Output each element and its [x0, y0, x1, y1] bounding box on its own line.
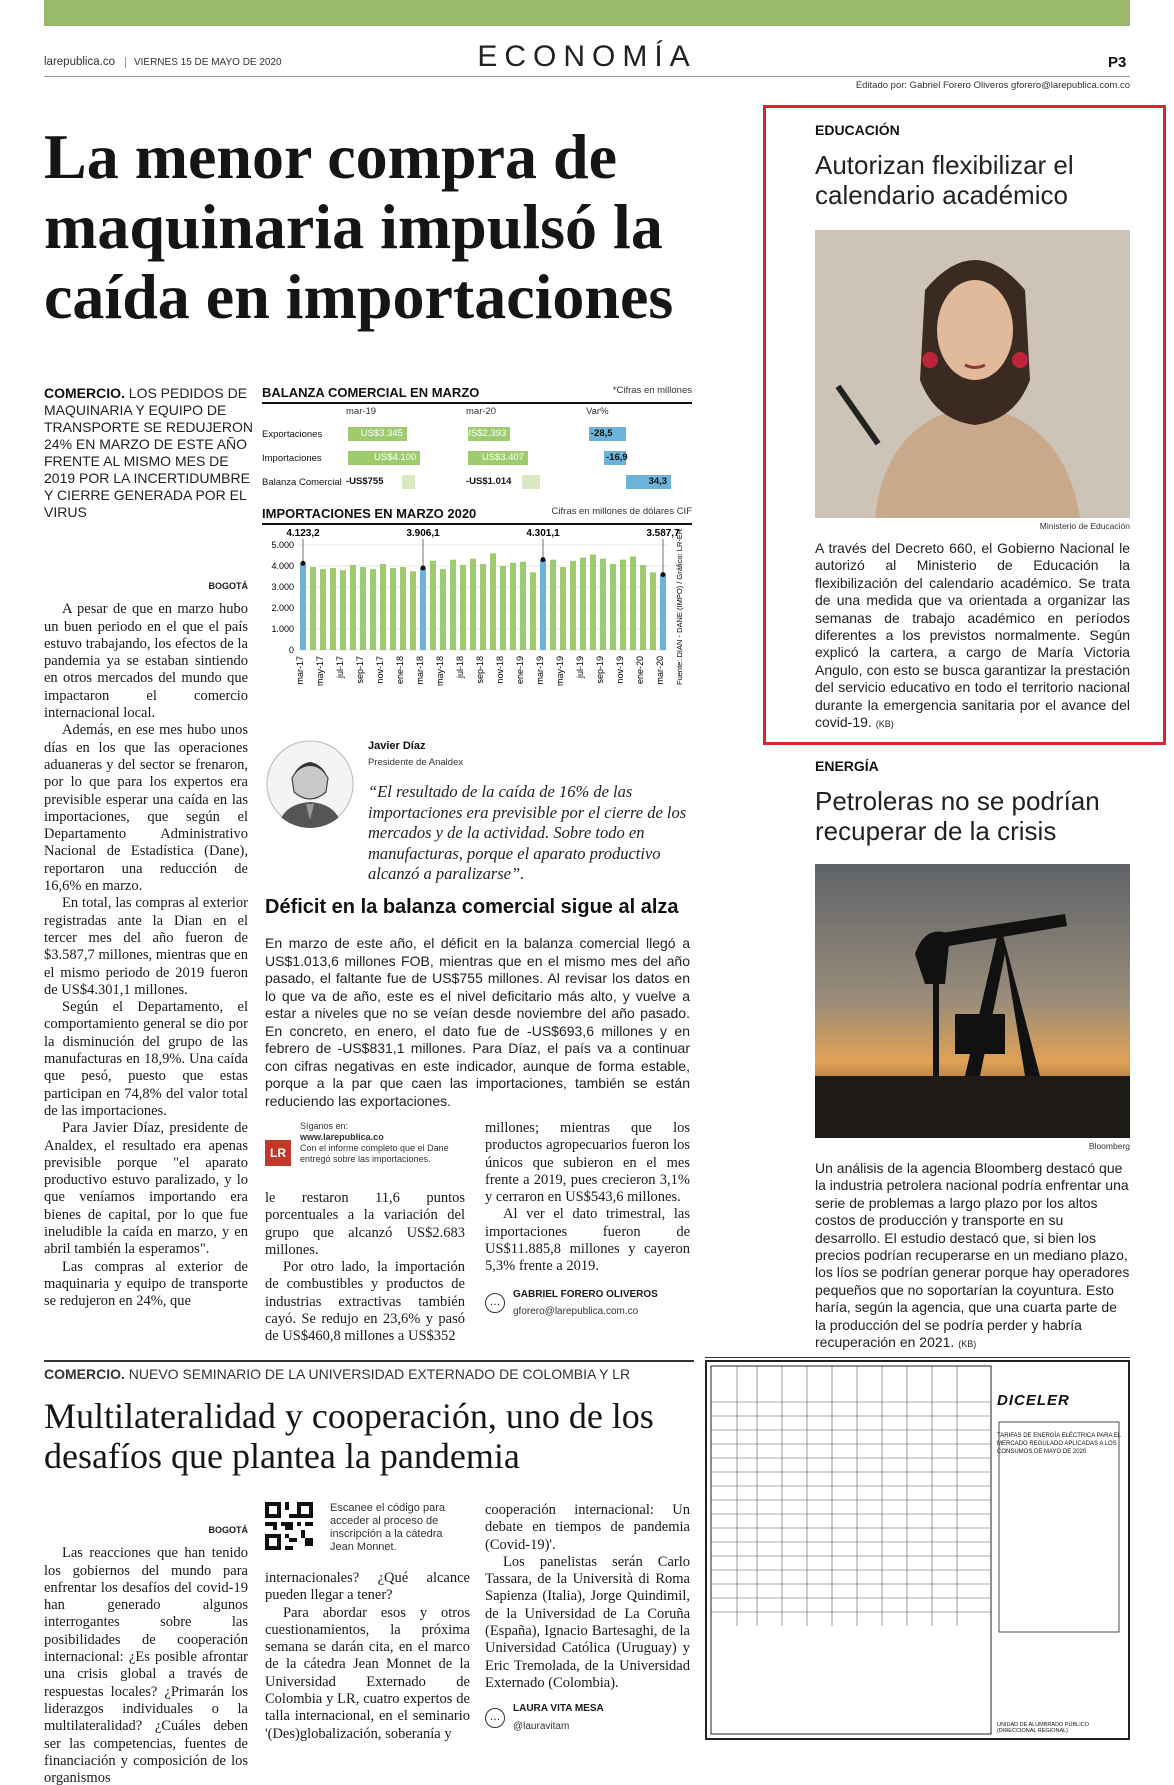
- balance-value: US$3.407: [481, 452, 525, 463]
- table-title: BALANZA COMERCIAL EN MARZO: [262, 385, 480, 400]
- x-tick-label: mar-19: [535, 656, 545, 685]
- paragraph: Las reacciones que han tenido los gobiernos del mundo para enfrentar los desafíos del covid-19 han generado algunos interrogantes sobre las posibilidades de cooperación internacional: ¿Es posible afrontar una crisis global a través de respuestas locales? ¿Primarán los liderazgos individuales o la multilateralidad? ¿Cuáles deben ser las competencias, fuentes de financiación y composición de los organismos: [44, 1545, 248, 1785]
- y-tick-label: 4.000: [271, 561, 294, 571]
- bar: [300, 563, 306, 650]
- paragraph: Según el Departamento, el comportamiento general se dio por la disminución del grupo de las manufacturas en 18,9%. Una caída que pesó, puesto que estas participan en 74,8% del valor total de las importaciones.: [44, 999, 248, 1119]
- education-headline: Autorizan flexibilizar el calendario académico: [815, 150, 1074, 210]
- balance-bar: [522, 475, 540, 489]
- bar: [360, 567, 366, 650]
- education-body: [815, 540, 1130, 733]
- education-text: A través del Decreto 660, el Gobierno Nacional le autorizó al Ministerio de Educación la flexibilización del calendario académico. Se trata de una medida que va orientada a organizar las semanas de trabajo académico en períodos diferentes a los previstos normalmente. Según explicó la cartera, a cargo de María Victoria Angulo, con esto se busca garantizar la prestación del servicio educativo en todo el territorio nacional durante la emergencia sanitaria por el avance del covid-19.: [815, 540, 1130, 731]
- chart-source: Fuente: DIAN - DANE (IMPO) / Gráfico: LR-ER: [675, 528, 684, 685]
- y-tick-label: 2.000: [271, 603, 294, 613]
- sidebar-headline: Déficit en la balanza comercial sigue al alza: [265, 896, 679, 918]
- bar: [370, 569, 376, 650]
- imports-bar-chart: [262, 525, 692, 705]
- bottom-kicker: [44, 1366, 694, 1382]
- bar: [400, 567, 406, 650]
- education-kicker: EDUCACIÓN: [815, 122, 900, 138]
- paragraph: Para abordar esos y otros cuestionamientos, la próxima semana se darán cita, en el marco de la cátedra Jean Monnet de la Universidad Externado de Colombia y LR, cuatro expertos de talla internacional, en el seminario '(Des)globalización, soberanía y: [265, 1604, 470, 1742]
- minister-photo-icon: [815, 230, 1130, 518]
- data-label: 3.587,7: [646, 528, 680, 539]
- follow-text: Con el informe completo que el Dane entregó sobre las importaciones.: [300, 1143, 449, 1164]
- paragraph: Al ver el dato trimestral, las importaciones fueron de US$11.885,8 millones y cayeron 5,3% frente a 2019.: [485, 1206, 690, 1275]
- quote-role: Presidente de Analdex: [368, 757, 464, 768]
- bar: [330, 568, 336, 650]
- bar: [660, 575, 666, 650]
- main-headline: La menor compra de maquinaria impulsó la caída en importaciones: [44, 121, 674, 332]
- x-tick-label: sep-18: [475, 656, 485, 684]
- x-tick-label: may-17: [315, 656, 325, 687]
- kicker-label: COMERCIO.: [44, 385, 125, 401]
- ad-brand: DICELER: [997, 1392, 1070, 1409]
- tariff-table-graphic: [707, 1362, 1128, 1738]
- portrait-icon: [266, 740, 354, 828]
- bar: [570, 561, 576, 650]
- energy-headline: Petroleras no se podrían recuperar de la crisis: [815, 786, 1100, 846]
- bar: [390, 568, 396, 650]
- bar: [340, 570, 346, 650]
- bottom-column-1: [44, 1522, 248, 1785]
- bar-group: [300, 553, 666, 650]
- bottom-kicker-label: COMERCIO.: [44, 1366, 125, 1382]
- qr-caption: Escanee el código para acceder al proceso de inscripción a la cátedra Jean Monnet.: [330, 1502, 445, 1553]
- x-tick-label: mar-17: [295, 656, 305, 685]
- sidebar-text: En marzo de este año, el déficit en la balanza comercial llegó a US$1.013,6 millones FOB, mientras que en el mismo mes del año pasado, el faltante fue de US$755 millones. Al revisar los datos en lo que va de año, este es el nivel deficitario más alto, y vuelve a estar a niveles que no se veían desde noviembre del año pasado. En concreto, en enero, el dato fue de -US$693,6 millones y en febrero de -US$831,1 millones. Para Díaz, el país va a continuar con cifras negativas en este indicador, aunque de forma estable, porque a la par que caen las importaciones, también se están reduciendo las exportaciones.: [265, 935, 690, 1109]
- issue-date: VIERNES 15 DE MAYO DE 2020: [125, 57, 282, 68]
- bar: [440, 569, 446, 650]
- energy-tag: (KB): [958, 1339, 977, 1350]
- main-column-3: [485, 1120, 690, 1320]
- bar: [460, 565, 466, 650]
- y-tick-label: 3.000: [271, 582, 294, 592]
- bar: [650, 572, 656, 650]
- bar: [470, 559, 476, 650]
- quote-name: Javier Díaz: [368, 740, 426, 752]
- balance-value: US$2.393: [464, 428, 507, 439]
- paragraph: A pesar de que en marzo hubo un buen periodo en el que el país estuvo trabajando, los efectos de la pandemia ya se estaban sintiendo en otros mercados del mundo que impactaron el comercio internacional local.: [44, 601, 248, 722]
- x-tick-label: may-18: [435, 656, 445, 687]
- energy-text: Un análisis de la agencia Bloomberg destacó que la industria petrolera nacional podría enfrentar una serie de problemas a largo plazo por los altos costos de producción y transporte en su desarrollo. El estudio destacó que, si bien los precios podrían recuperarse en un mediano plazo, los líos se podrían generar porque hay operadores pequeños que no soportarían la coyuntura. Esto haría, según la agencia, que una cuarta parte de la producción del se podría perder y habría recuperación en 2021.: [815, 1160, 1130, 1351]
- x-tick-label: jul-18: [455, 656, 465, 679]
- variation-value: 34,3: [648, 476, 668, 487]
- avatar: [266, 740, 354, 828]
- variation-value: -16,9: [606, 452, 628, 463]
- page-number: P3: [1108, 54, 1127, 71]
- balance-table: [262, 422, 692, 494]
- ad-title: TARIFAS DE ENERGÍA ELÉCTRICA PARA EL MERCADO REGULADO APLICADAS A LOS CONSUMOS DE MAYO DE 2020: [997, 1433, 1121, 1455]
- data-label: 3.906,1: [406, 528, 440, 539]
- y-tick-label: 1.000: [271, 624, 294, 634]
- x-tick-label: sep-19: [595, 656, 605, 684]
- balance-value: US$3.345: [360, 428, 403, 439]
- top-color-bar: [44, 0, 1130, 26]
- paragraph: Los panelistas serán Carlo Tassara, de la Università di Roma Sapienza (Italia), Jorge Quindimil, de la Universidad de La Coruña (España), Ignacio Bartesaghi, de la Universidad Católica (Uruguay) y Eric Tremolada, de la Universidad Externado (Colombia).: [485, 1553, 690, 1691]
- bar: [430, 561, 436, 650]
- energy-body: [815, 1160, 1130, 1353]
- site-name[interactable]: larepublica.co: [44, 56, 115, 68]
- main-column-1: [44, 578, 248, 1310]
- bar: [480, 564, 486, 650]
- oil-pump-icon: [815, 864, 1130, 1138]
- paragraph: millones; mientras que los productos agropecuarios fueron los únicos que subieron en el mes frente a 2019, pues crecieron 3,1% y cerraron en US$543,6 millones.: [485, 1120, 690, 1206]
- bottom-column-2: [265, 1570, 470, 1743]
- bar: [350, 565, 356, 650]
- city-label: BOGOTÁ: [208, 1525, 248, 1535]
- bar: [620, 560, 626, 650]
- bar: [590, 555, 596, 651]
- balance-bar: [402, 475, 415, 489]
- ad-rule: [705, 1357, 1130, 1358]
- bar: [560, 567, 566, 650]
- bar: [580, 558, 586, 650]
- lr-logo: LR: [265, 1140, 291, 1166]
- city-label: BOGOTÁ: [208, 581, 248, 591]
- x-tick-label: ene-18: [395, 656, 405, 685]
- x-tick-label: jul-19: [575, 656, 585, 679]
- y-tick-label: 5.000: [271, 540, 294, 550]
- paragraph: Por otro lado, la importación de combustibles y productos de industrias extractivas también cayó. Se redujo en 23,6% y pasó de US$460,8 millones a US$352: [265, 1259, 465, 1345]
- kicker-text: LOS PEDIDOS DE MAQUINARIA Y EQUIPO DE TRANSPORTE SE REDUJERON 24% EN MARZO DE ESTE AÑO FRENTE AL MISMO MES DE 2019 POR LA INCERTIDUMBRE Y CIERRE GENERADA POR EL VIRUS: [44, 385, 253, 520]
- bar: [540, 560, 546, 650]
- x-tick-label: mar-18: [415, 656, 425, 685]
- paragraph: En total, las compras al exterior registradas ante la Dian en el tercer mes del año fueron de $3.587,7 millones, mientras que en el mismo periodo de 2019 fueron de US$4.301,1 millones.: [44, 895, 248, 998]
- balance-value: US$4.100: [374, 452, 417, 463]
- bar: [410, 571, 416, 650]
- data-label: 4.123,2: [286, 528, 320, 539]
- energy-photo-credit: Bloomberg: [1088, 1141, 1130, 1151]
- follow-box: [300, 1121, 460, 1165]
- paragraph: internacionales? ¿Qué alcance pueden llegar a tener?: [265, 1570, 470, 1604]
- data-label: 4.301,1: [526, 528, 560, 539]
- x-tick-label: mar-20: [655, 656, 665, 685]
- bar: [500, 566, 506, 650]
- bar: [600, 559, 606, 650]
- x-tick-label: nov-19: [615, 656, 625, 684]
- row-label: Importaciones: [262, 452, 322, 464]
- bar: [530, 572, 536, 650]
- main-kicker: [44, 385, 254, 521]
- variation-value: -28,5: [590, 428, 613, 439]
- x-tick-label: jul-17: [335, 656, 345, 679]
- follow-label: Síganos en:: [300, 1121, 349, 1131]
- col-head: mar-20: [466, 406, 497, 417]
- chat-icon: …: [485, 1708, 505, 1728]
- author-name: GABRIEL FORERO OLIVEROS: [513, 1288, 658, 1300]
- energy-kicker: ENERGÍA: [815, 758, 879, 774]
- bottom-headline: Multilateralidad y cooperación, uno de los desafíos que plantea la pandemia: [44, 1396, 654, 1476]
- bottom-kicker-text: NUEVO SEMINARIO DE LA UNIVERSIDAD EXTERNADO DE COLOMBIA Y LR: [128, 1366, 631, 1382]
- author-signature: [485, 1286, 690, 1321]
- education-photo: [815, 230, 1130, 518]
- education-tag: (KB): [875, 719, 894, 730]
- section-title: ECONOMÍA: [477, 40, 697, 73]
- chart-area: [262, 385, 692, 735]
- bar: [420, 568, 426, 650]
- table-note: *Cifras en millones: [612, 385, 692, 396]
- bar: [630, 557, 636, 651]
- author-email[interactable]: gforero@larepublica.com.co: [513, 1305, 639, 1317]
- bar: [320, 569, 326, 650]
- x-tick-label: may-19: [555, 656, 565, 687]
- x-tick-label: ene-19: [515, 656, 525, 685]
- bar: [510, 563, 516, 650]
- bar: [640, 565, 646, 650]
- author-handle[interactable]: @lauravitam: [513, 1720, 570, 1732]
- x-tick-label: ene-20: [635, 656, 645, 685]
- chat-icon: …: [485, 1293, 505, 1313]
- paragraph: Las compras al exterior de maquinaria y equipo de transporte se redujeron en 24%, que: [44, 1258, 248, 1310]
- bar: [450, 560, 456, 650]
- balance-row: [262, 422, 692, 446]
- col-head: mar-19: [346, 406, 377, 417]
- bottom-rule: [44, 1360, 694, 1362]
- bar: [610, 564, 616, 650]
- paragraph: Para Javier Díaz, presidente de Analdex, el resultado era apenas previsible porque "el aparato productivo estuvo paralizado, y lo que veníamos importando era bienes de capital, por lo que fue ineludible la caída en marzo, y en abril también la esperamos".: [44, 1120, 248, 1258]
- table-head: [262, 406, 692, 422]
- paragraph: cooperación internacional: Un debate en tiempos de pandemia (Covid-19)'.: [485, 1502, 690, 1553]
- tariff-ad: [705, 1360, 1130, 1740]
- col-head: Var%: [586, 406, 609, 417]
- ad-footer: UNIDAD DE ALUMBRADO PÚBLICO (DIRECCIONAL REGIONAL): [997, 1722, 1089, 1734]
- x-tick-label: sep-17: [355, 656, 365, 684]
- balance-row: [262, 470, 692, 494]
- bar: [310, 567, 316, 650]
- bar: [550, 560, 556, 650]
- energy-photo: [815, 864, 1130, 1138]
- balance-value: -US$755: [346, 476, 384, 487]
- author-name: LAURA VITA MESA: [513, 1703, 604, 1715]
- row-label: Balanza Comercial: [262, 476, 342, 488]
- bar: [380, 564, 386, 650]
- bottom-column-3: [485, 1502, 690, 1735]
- bar-chart-note: Cifras en millones de dólares CIF: [551, 506, 692, 517]
- y-tick-label: 0: [288, 645, 294, 655]
- x-tick-label: nov-18: [495, 656, 505, 684]
- row-label: Exportaciones: [262, 428, 323, 440]
- pull-quote: “El resultado de la caída de 16% de las importaciones era previsible por el cierre de los mercados y de la actividad. Sobre todo en manufacturas, porque el aparato productivo alcanzó a paralizarse”.: [368, 782, 687, 883]
- x-tick-label: nov-17: [375, 656, 385, 684]
- qr-code-icon: [265, 1502, 313, 1550]
- bar: [520, 562, 526, 650]
- balance-value: -US$1.014: [466, 476, 512, 487]
- bar-chart-title: IMPORTACIONES EN MARZO 2020: [262, 506, 477, 521]
- qr-code[interactable]: [265, 1502, 313, 1550]
- bar: [490, 553, 496, 650]
- main-column-2: [265, 1190, 465, 1346]
- editor-credit: Editado por: Gabriel Forero Oliveros gforero@larepublica.com.co: [855, 80, 1130, 91]
- masthead-rule: [44, 76, 1130, 77]
- follow-link[interactable]: www.larepublica.co: [300, 1132, 384, 1142]
- author-signature: [485, 1700, 690, 1735]
- paragraph: Además, en ese mes hubo unos días en los que las operaciones aduaneras y del sector se frenaron, por lo que para los expertos era previsible esperar una caída en las importaciones, que según el Departamento Administrativo Nacional de Estadística (Dane), reportaron una reducción de 16,6% en marzo.: [44, 722, 248, 895]
- paragraph: le restaron 11,6 puntos porcentuales a la variación del grupo que alcanzó US$2.683 millones.: [265, 1190, 465, 1258]
- balance-row: [262, 446, 692, 470]
- education-photo-credit: Ministerio de Educación: [1039, 521, 1130, 531]
